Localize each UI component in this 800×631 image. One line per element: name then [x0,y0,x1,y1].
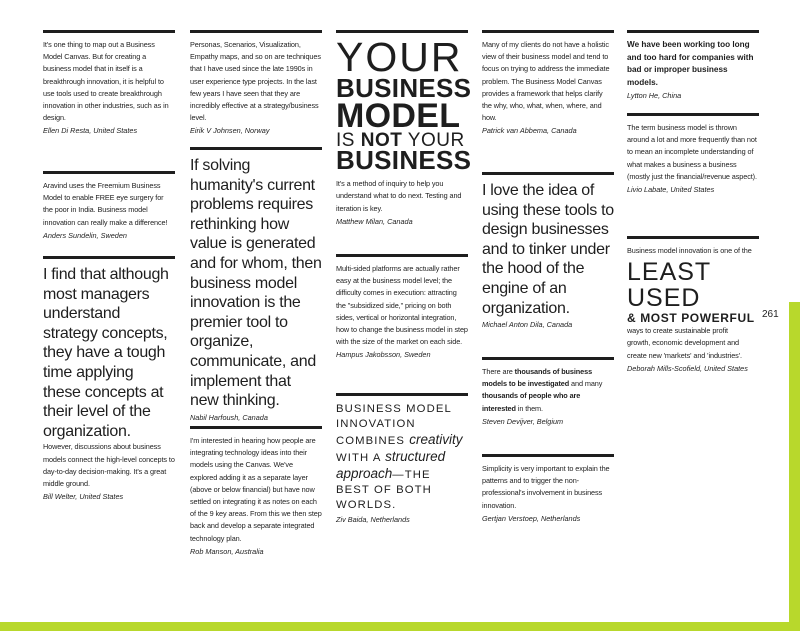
quote-text-bold-2: thousands of people who are interested [482,391,581,413]
quote-attribution: Nabil Harfoush, Canada [190,412,268,422]
quote-attribution: Bill Welter, United States [43,492,124,502]
quote-attribution: Matthew Milan, Canada [336,216,413,226]
quote-attribution: Gertjan Verstoep, Netherlands [482,513,581,523]
quote-attribution: Ziv Baida, Netherlands [336,515,410,524]
quote-milan [336,30,472,228]
quote-text: However, discussions about business models connect the high-level concepts to day-to-day decision-making. It's a great middle ground. [43,442,175,488]
quote-text: It's one thing to map out a Business Model Canvas. But for creating a business model that in itself is a breakthrough innovation, it is helpful to use tools used to create breakthrough innovation in other industries, such as in design. [43,40,169,123]
quote-dila [482,172,614,331]
divider [482,357,614,360]
hero-line-1: YOUR [336,34,463,80]
quote-attribution: Hampus Jakobsson, Sweden [336,350,431,360]
page-number: 261 [762,309,779,320]
least-used-heading: LEAST USED [627,258,711,313]
quote-text-post: in them. [515,403,543,413]
quote-text-bold-1: thousands of business models to be investigated [482,367,593,389]
quote-caps-3: —THE BEST OF BOTH WORLDS. [336,469,432,511]
page-edge-tab [789,302,800,622]
quote-text: Multi-sided platforms are actually rather easy at the business model level; the difficulty comes in execution: attracting the "subsidized side," pricing on both sides, vertical or horizontal integration, how to change the business model in step with the size of the market on each side. [336,264,468,347]
quote-baida [336,393,468,526]
divider [336,254,468,257]
quote-text: I'm interested in hearing how people are integrating technology ideas into their models using the Canvas. We've explored adding it as a separate layer (above or below financial) but have now settled on integrating it as notes on each of the 9 key areas. From this we then step back and develop a separate integrated technology plan. [190,436,322,543]
divider [43,256,175,259]
quote-attribution: Rob Manson, Australia [190,546,264,556]
hero-heading [336,34,472,176]
page-bottom-band [0,622,800,631]
quote-caps-2: WITH A [336,452,386,464]
hero-line-3: MODEL [336,96,461,135]
divider [43,30,175,33]
divider [336,393,468,396]
most-powerful-heading: & MOST POWERFUL [627,311,755,326]
divider [627,113,759,116]
quote-labate [627,113,759,196]
divider [482,454,614,457]
quote-text-intro: Business model innovation is one of the [627,246,752,255]
hero-line-4-pre: IS [336,129,361,151]
quote-di-resta [43,30,175,137]
quote-attribution: Anders Sundelin, Sweden [43,230,127,240]
quote-highlight: If solving humanity's current problems requires rethinking how value is generated and for whom, then business model innovation is the premier tool to organize, communicate, and implement that new thinking. [190,157,322,410]
quote-attribution: Livio Labate, United States [627,185,715,195]
quote-manson [190,426,322,558]
quote-verstoep [482,454,614,525]
quote-italic-2: structured approach [336,449,446,481]
quote-welter [43,256,175,503]
quote-text [482,366,614,415]
quote-johnsen [190,30,322,137]
quote-attribution: Patrick van Abbema, Canada [482,126,577,136]
quote-text-pre: There are [482,367,515,376]
quote-devijver [482,357,614,428]
quote-highlight [336,402,468,513]
quote-text: Personas, Scenarios, Visualization, Empathy maps, and so on are techniques that I have used since the late 1990s in user experience type projects. In the last few years I have seen that they are incredibly effective at a strategy/business level. [190,40,321,123]
quote-text-mid: and many [569,379,603,389]
divider [43,171,175,174]
quote-attribution: Eirik V Johnsen, Norway [190,126,270,136]
quote-sundelin [43,171,175,242]
quote-abbema [482,30,614,137]
quote-jakobsson [336,254,468,361]
quote-he [627,30,759,102]
quote-highlight: I find that although most managers understand strategy concepts, they have a tough time applying these concepts at their level of the organization. [43,266,169,440]
quote-attribution: Michael Anton Dila, Canada [482,320,573,330]
quote-mills-scofield [627,236,759,375]
hero-line-5: BUSINESS [336,145,472,176]
quote-attribution: Deborah Mills-Scofield, United States [627,363,748,373]
divider [190,147,322,150]
hero-line-2: BUSINESS [336,72,472,103]
quote-text: The term business model is thrown around a lot and more frequently than not to mean an incomplete understanding of what makes a business a business (mostly just the financial/revenue aspect). [627,123,757,181]
quote-caps-1: BUSINESS MODEL INNOVATION COMBINES [336,403,452,447]
hero-line-4-bold: NOT [360,129,403,151]
quote-attribution: Steven Devijver, Belgium [482,416,564,426]
divider [627,236,759,239]
quote-attribution: Lytton He, China [627,91,682,101]
hero-line-4-post: YOUR [402,129,465,151]
divider [482,172,614,175]
quote-text: Simplicity is very important to explain the patterns and to trigger the non-professional's involvement in business innovation. [482,464,610,510]
quote-italic-1: creativity [409,432,463,447]
divider [482,30,614,33]
divider [627,30,759,33]
quote-text: We have been working too long and too hard for companies with bad or improper business models. [627,40,754,87]
divider [190,426,322,429]
divider [336,30,468,33]
quote-text: It's a method of inquiry to help you understand what to do next. Testing and iteration is key. [336,179,462,213]
quote-text: ways to create sustainable profit growth, economic development and create new 'markets' and 'industries'. [627,326,742,360]
quote-text: Aravind uses the Freemium Business Model to enable FREE eye surgery for the poor in India. Business model innovation can really make a difference! [43,181,168,227]
quote-attribution: Ellen Di Resta, United States [43,126,138,136]
quote-text: Many of my clients do not have a holistic view of their business model and tend to focus on trying to address the immediate problem. The Business Model Canvas provides a framework that helps clarify the why, who, what, when, where, and how. [482,40,610,123]
quote-highlight: I love the idea of using these tools to design businesses and to tinker under the hood of the engine of an organization. [482,182,614,317]
quote-harfoush [190,147,322,424]
divider [190,30,322,33]
